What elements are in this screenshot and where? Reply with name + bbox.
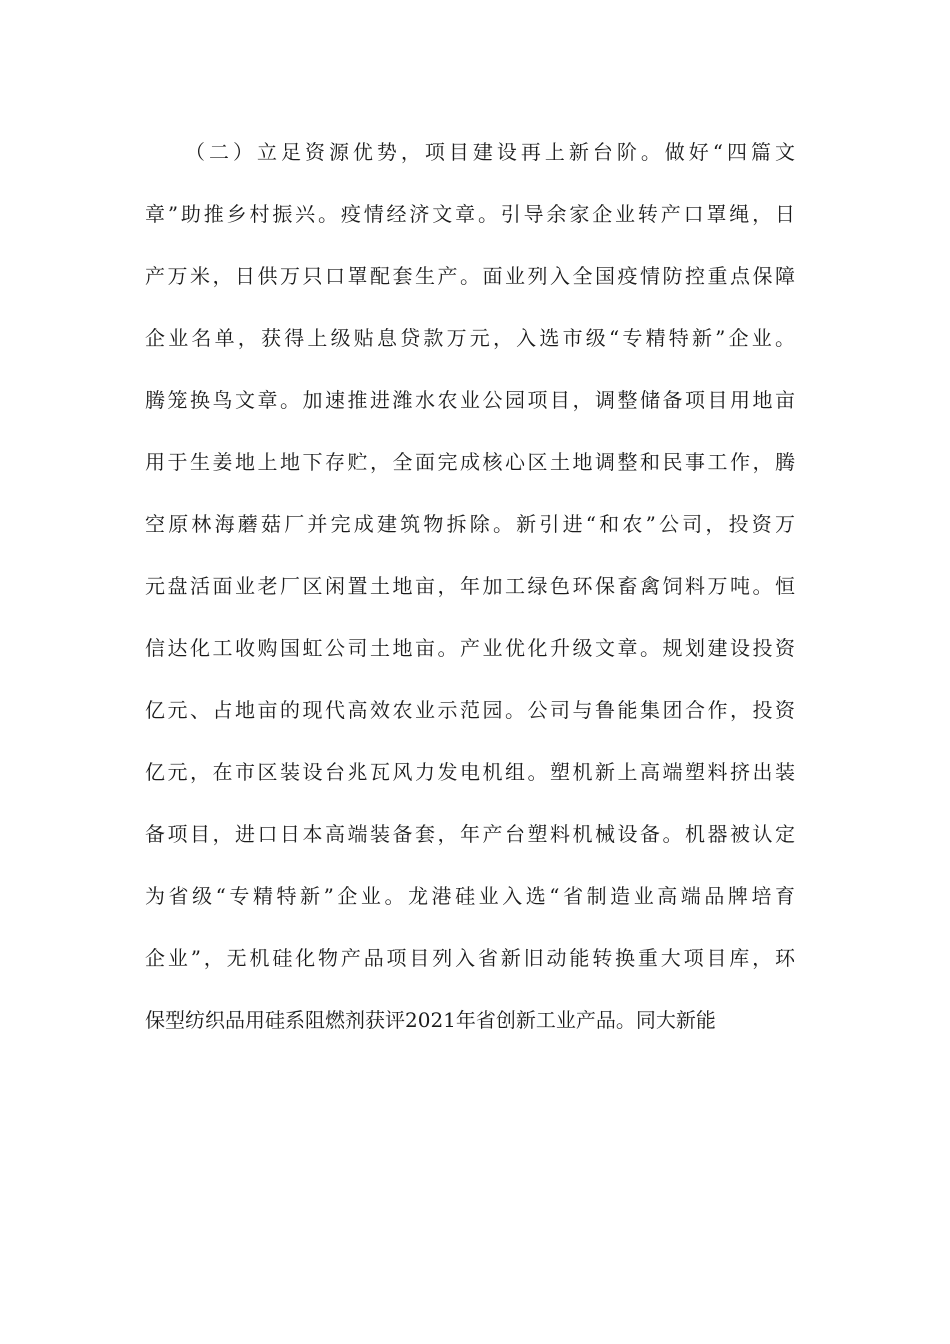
paragraph-line-5: 腾笼换鸟文章。加速推进潍水农业公园项目，调整储备项目用地亩: [145, 388, 795, 412]
paragraph-line-4: 企业名单，获得上级贴息贷款万元，入选市级“专精特新”企业。: [145, 326, 795, 350]
paragraph-line-12: 备项目，进口日本高端装备套，年产台塑料机械设备。机器被认定: [145, 822, 795, 846]
paragraph-line-8: 元盘活面业老厂区闲置土地亩，年加工绿色环保畜禽饲料万吨。恒: [145, 574, 795, 598]
paragraph-line-6: 用于生姜地上地下存贮，全面完成核心区土地调整和民事工作，腾: [145, 450, 795, 474]
paragraph-line-14: 企业”，无机硅化物产品项目列入省新旧动能转换重大项目库，环: [145, 946, 795, 970]
paragraph-line-2: 章”助推乡村振兴。疫情经济文章。引导余家企业转产口罩绳，日: [145, 202, 795, 226]
paragraph-line-9: 信达化工收购国虹公司土地亩。产业优化升级文章。规划建设投资: [145, 636, 795, 660]
body-paragraph: [145, 133, 795, 1063]
paragraph-line-1: （二）立足资源优势，项目建设再上新台阶。做好“四篇文: [185, 140, 795, 164]
paragraph-line-10: 亿元、占地亩的现代高效农业示范园。公司与鲁能集团合作，投资: [145, 698, 795, 722]
paragraph-line-11: 亿元，在市区装设台兆瓦风力发电机组。塑机新上高端塑料挤出装: [145, 760, 795, 784]
paragraph-line-7: 空原林海蘑菇厂并完成建筑物拆除。新引进“和农”公司，投资万: [145, 512, 795, 536]
paragraph-line-3: 产万米，日供万只口罩配套生产。面业列入全国疫情防控重点保障: [145, 264, 795, 288]
paragraph-line-15: 保型纺织品用硅系阻燃剂获评2021年省创新工业产品。同大新能: [145, 1008, 716, 1032]
paragraph-line-13: 为省级“专精特新”企业。龙港硅业入选“省制造业高端品牌培育: [145, 884, 795, 908]
